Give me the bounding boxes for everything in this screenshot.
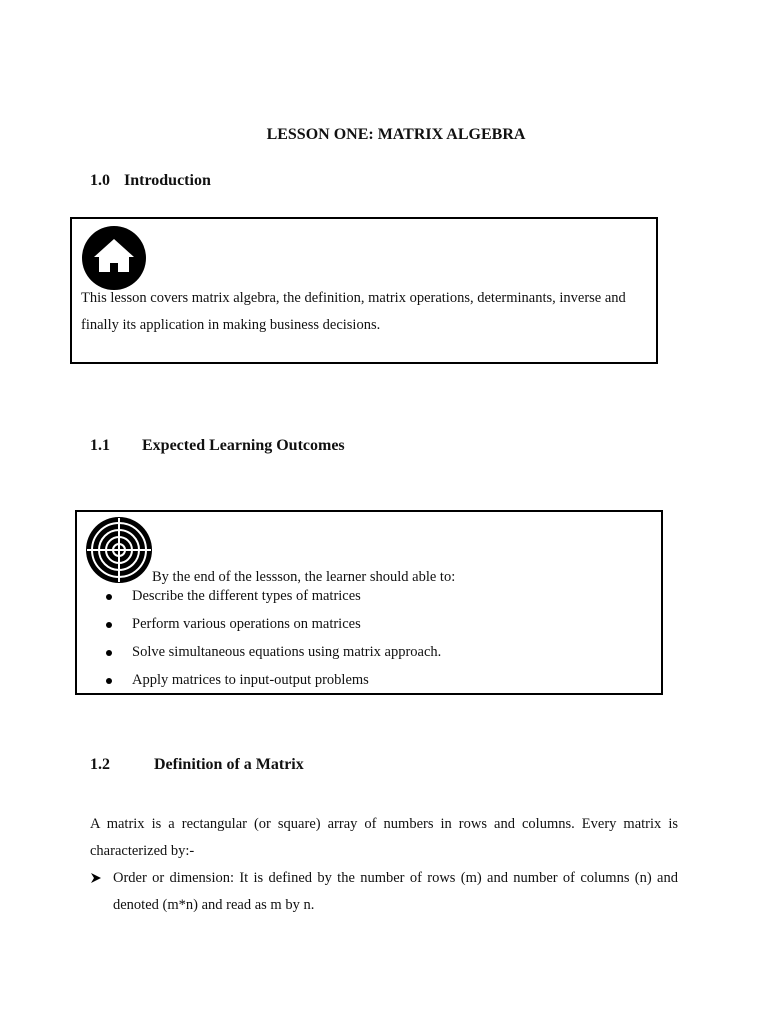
definition-point-text: Order or dimension: It is defined by the number of rows (m) and number of columns (n) and denoted (m*n) and read as m by n.	[113, 870, 678, 913]
target-icon	[85, 516, 153, 584]
section-number: 1.2	[90, 756, 110, 773]
section-title: Definition of a Matrix	[154, 756, 304, 773]
arrowhead-bullet-icon	[90, 872, 102, 884]
home-icon	[81, 225, 147, 291]
list-item: Describe the different types of matrices	[106, 583, 441, 611]
definition-paragraph: A matrix is a rectangular (or square) array of numbers in rows and columns. Every matrix is characterized by:-	[90, 816, 678, 859]
section-heading-definition	[90, 756, 304, 774]
section-number: 1.0	[90, 172, 110, 189]
section-title: Expected Learning Outcomes	[142, 437, 345, 454]
section-number: 1.1	[90, 437, 110, 454]
outcomes-lead: By the end of the lessson, the learner should able to:	[152, 569, 456, 585]
list-item: Solve simultaneous equations using matrix approach.	[106, 639, 441, 667]
lesson-title: LESSON ONE: MATRIX ALGEBRA	[266, 126, 526, 143]
definition-point	[90, 865, 678, 919]
intro-text: This lesson covers matrix algebra, the definition, matrix operations, determinants, inverse and finally its application in making business decisions.	[81, 290, 626, 333]
list-item: Apply matrices to input-output problems	[106, 667, 441, 695]
section-title: Introduction	[124, 172, 211, 189]
bullet-icon	[106, 622, 112, 628]
outcomes-list	[106, 583, 441, 695]
bullet-icon	[106, 650, 112, 656]
bullet-icon	[106, 594, 112, 600]
list-item: Perform various operations on matrices	[106, 611, 441, 639]
section-heading-intro	[90, 172, 211, 190]
bullet-icon	[106, 678, 112, 684]
section-heading-outcomes	[90, 437, 345, 455]
